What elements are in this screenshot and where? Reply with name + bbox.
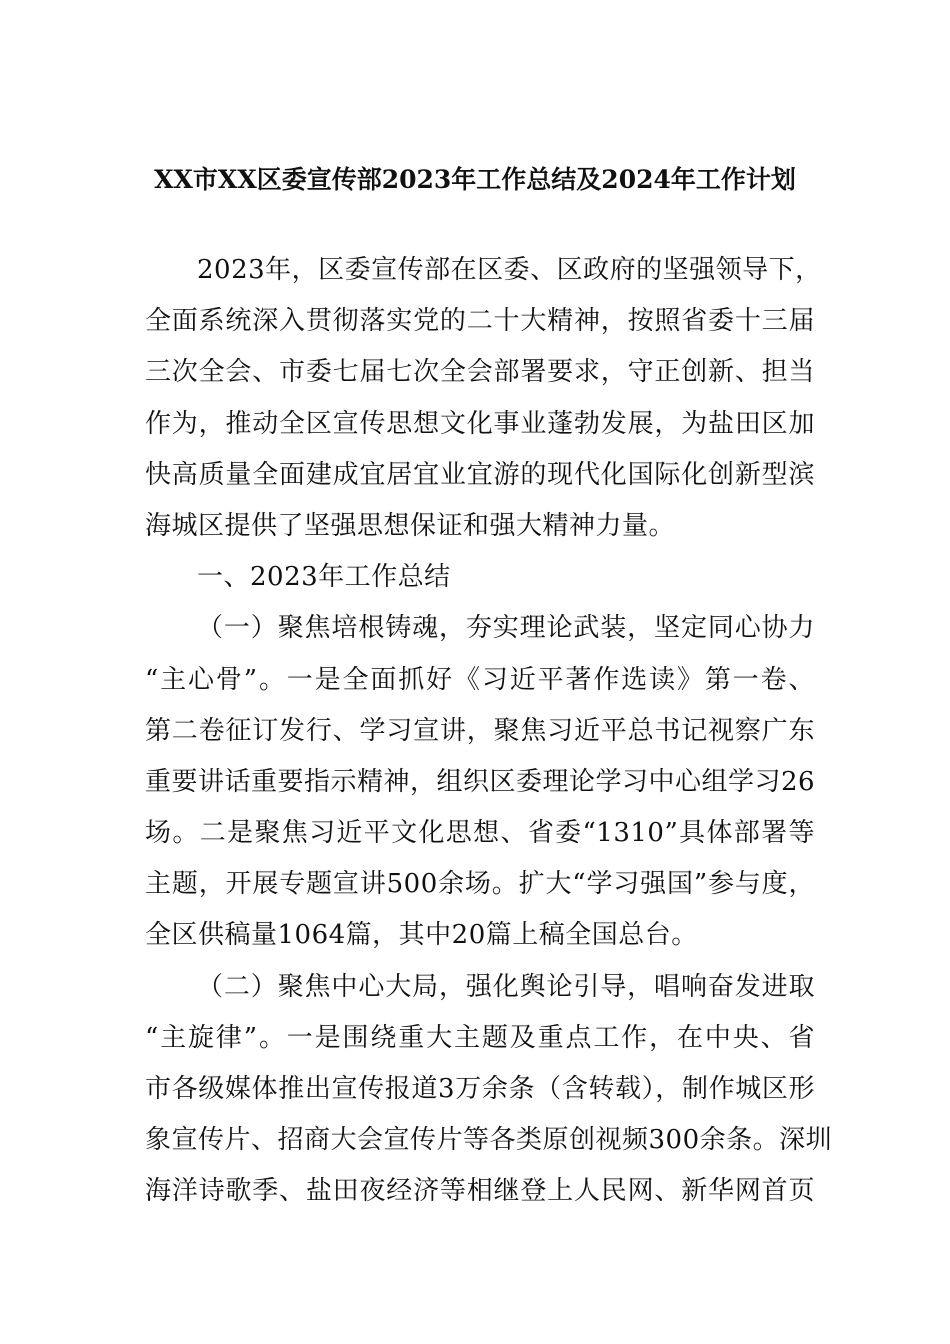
paragraph-line: 2023年，区委宣传部在区委、区政府的坚强领导下， [197, 255, 822, 285]
paragraph-line: 市各级媒体推出宣传报道3万余条（含转载），制作城区形 [145, 1074, 815, 1104]
document-title: XX市XX区委宣传部2023年工作总结及2024年工作计划 [154, 165, 796, 194]
paragraph-line: 作为，推动全区宣传思想文化事业蓬勃发展，为盐田区加 [145, 408, 815, 439]
paragraph-line: 场。二是聚焦习近平文化思想、省委“1310”具体部署等 [145, 818, 815, 849]
paragraph-line: 快高质量全面建成宜居宜业宜游的现代化国际化创新型滨 [145, 459, 815, 490]
document-body [145, 245, 833, 1218]
paragraph-line: （一）聚焦培根铸魂，夯实理论武装，坚定同心协力 [197, 613, 815, 644]
paragraph-line: 全区供稿量1064篇，其中20篇上稿全国总台。 [145, 920, 698, 951]
paragraph-line: 三次全会、市委七届七次全会部署要求，守正创新、担当 [145, 357, 815, 388]
paragraph-line: 海城区提供了坚强思想保证和强大精神力量。 [145, 510, 676, 541]
section-heading: 一、2023年工作总结 [197, 562, 451, 593]
paragraph-line: 全面系统深入贯彻落实党的二十大精神，按照省委十三届 [145, 306, 815, 337]
paragraph-line: 象宣传片、招商大会宣传片等各类原创视频300余条。深圳 [145, 1125, 833, 1156]
paragraph-line: 重要讲话重要指示精神，组织区委理论学习中心组学习26 [145, 766, 816, 797]
paragraph-line: 第二卷征订发行、学习宣讲，聚焦习近平总书记视察广东 [145, 715, 815, 746]
paragraph-line: 主题，开展专题宣讲500余场。扩大“学习强国”参与度， [145, 869, 815, 900]
paragraph-line: “主旋律”。一是围绕重大主题及重点工作，在中央、省 [145, 1022, 815, 1053]
paragraph-line: 海洋诗歌季、盐田夜经济等相继登上人民网、新华网首页 [145, 1176, 815, 1207]
paragraph-line: （二）聚焦中心大局，强化舆论引导，唱响奋发进取 [197, 971, 815, 1002]
paragraph-line: “主心骨”。一是全面抓好《习近平著作选读》第一卷、 [145, 664, 815, 695]
